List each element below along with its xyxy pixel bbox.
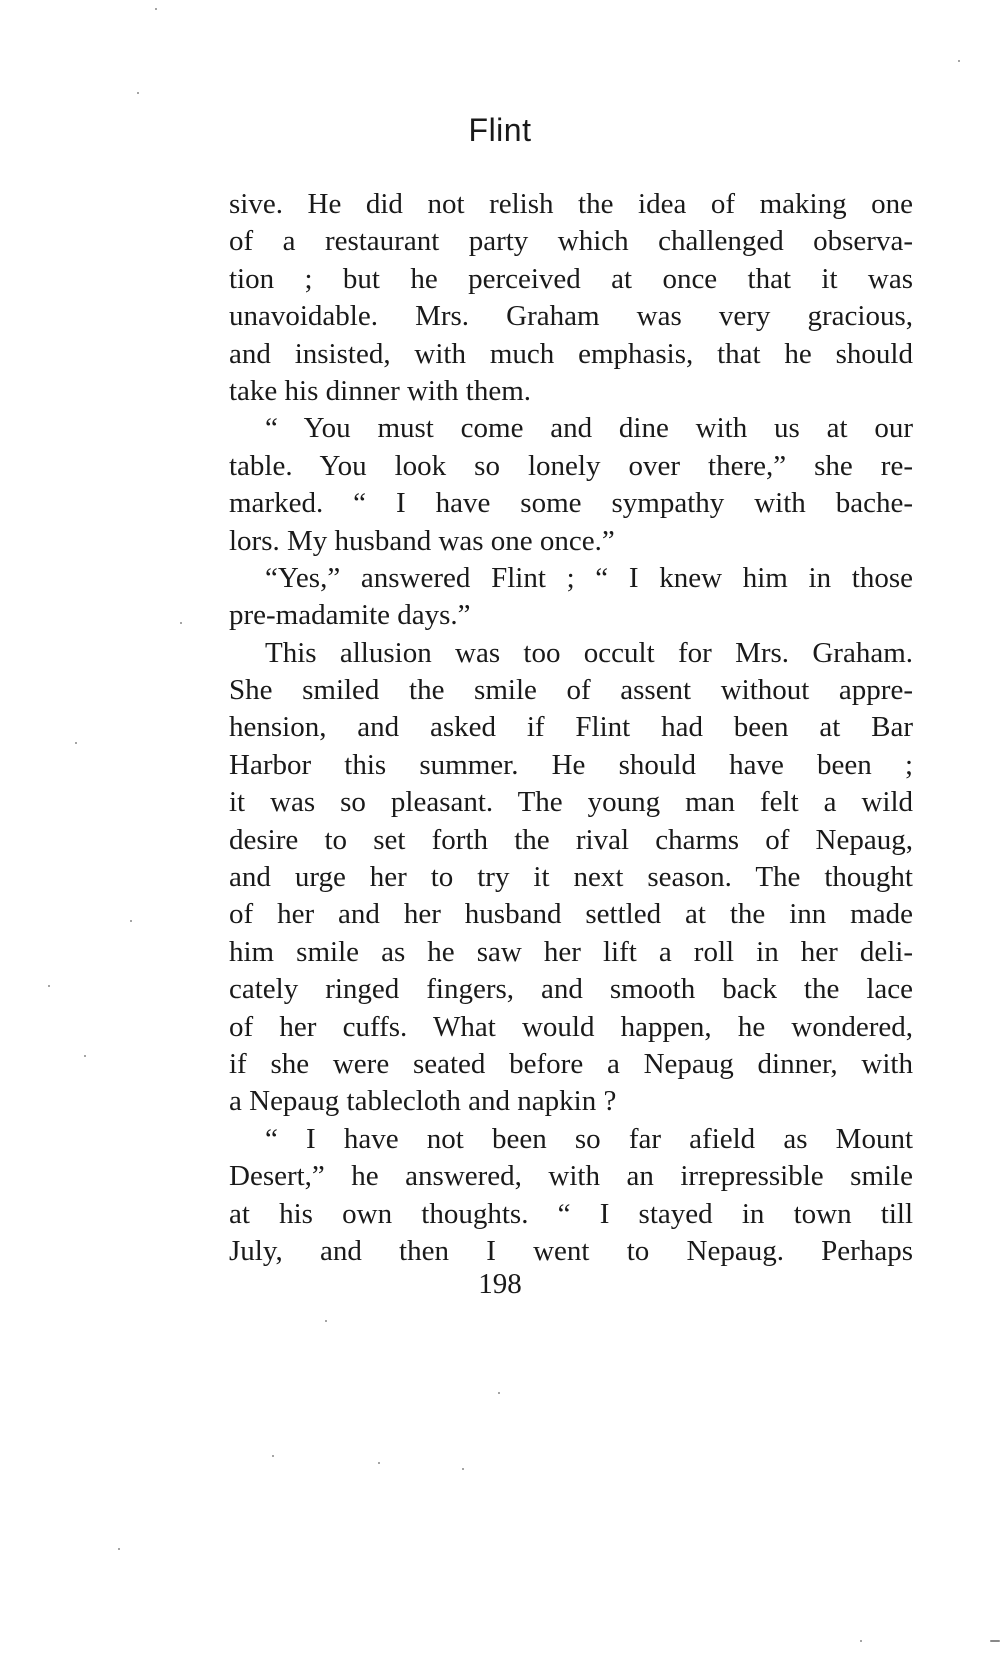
text-line: cately ringed fingers, and smooth back the lace bbox=[229, 973, 913, 1006]
text-line: Harbor this summer. He should have been ; bbox=[229, 748, 913, 781]
text-line: tion ; but he perceived at once that it was bbox=[229, 262, 913, 295]
scan-speck bbox=[84, 1055, 86, 1057]
scan-speck bbox=[155, 8, 157, 10]
text-line: hension, and asked if Flint had been at Bar bbox=[229, 711, 913, 744]
body-text bbox=[229, 186, 913, 1270]
scan-speck bbox=[958, 60, 960, 62]
text-line: “ I have not been so far afield as Mount bbox=[265, 1122, 913, 1155]
scan-speck bbox=[325, 1320, 327, 1322]
scan-speck bbox=[130, 920, 132, 922]
text-line: sive. He did not relish the idea of making one bbox=[229, 188, 913, 220]
text-line: of a restaurant party which challenged observa- bbox=[229, 225, 913, 258]
text-line: table. You look so lonely over there,” she re- bbox=[229, 449, 913, 482]
text-line: marked. “ I have some sympathy with bache- bbox=[229, 487, 913, 520]
text-line: Desert,” he answered, with an irrepressible smile bbox=[229, 1160, 913, 1193]
text-line: of her and her husband settled at the inn made bbox=[229, 898, 913, 931]
text-line: desire to set forth the rival charms of Nepaug, bbox=[229, 823, 913, 856]
text-line: “Yes,” answered Flint ; “ I knew him in those bbox=[265, 561, 913, 594]
scan-speck bbox=[118, 1548, 120, 1550]
text-line: lors. My husband was one once.” bbox=[229, 524, 615, 557]
scan-speck bbox=[180, 622, 182, 624]
scan-speck bbox=[48, 985, 50, 987]
page-number: 198 bbox=[478, 1268, 522, 1300]
text-line: She smiled the smile of assent without appre- bbox=[229, 674, 913, 707]
text-line: and insisted, with much emphasis, that he should bbox=[229, 337, 913, 370]
text-line: it was so pleasant. The young man felt a wild bbox=[229, 786, 913, 819]
text-line: This allusion was too occult for Mrs. Graham. bbox=[265, 636, 913, 669]
scan-speck bbox=[860, 1640, 862, 1642]
text-line: of her cuffs. What would happen, he wondered, bbox=[229, 1010, 913, 1043]
text-line: “ You must come and dine with us at our bbox=[265, 412, 913, 445]
scan-speck bbox=[137, 92, 139, 94]
text-line: July, and then I went to Nepaug. Perhaps bbox=[229, 1234, 913, 1267]
scan-speck bbox=[462, 1468, 464, 1470]
scan-speck bbox=[990, 1640, 1000, 1642]
text-line: take his dinner with them. bbox=[229, 374, 532, 407]
text-line: him smile as he saw her lift a roll in her deli- bbox=[229, 935, 913, 968]
scan-speck bbox=[498, 1392, 500, 1394]
text-line: unavoidable. Mrs. Graham was very gracious, bbox=[229, 300, 913, 333]
text-line: a Nepaug tablecloth and napkin ? bbox=[229, 1085, 617, 1118]
text-line: and urge her to try it next season. The thought bbox=[229, 861, 913, 894]
scan-speck bbox=[378, 1462, 380, 1464]
scan-speck bbox=[272, 1455, 274, 1457]
text-line: at his own thoughts. “ I stayed in town till bbox=[229, 1197, 913, 1230]
scan-speck bbox=[75, 742, 77, 744]
text-line: pre-madamite days.” bbox=[229, 599, 471, 632]
text-line: if she were seated before a Nepaug dinner, with bbox=[229, 1047, 913, 1080]
running-head: Flint bbox=[468, 112, 532, 148]
